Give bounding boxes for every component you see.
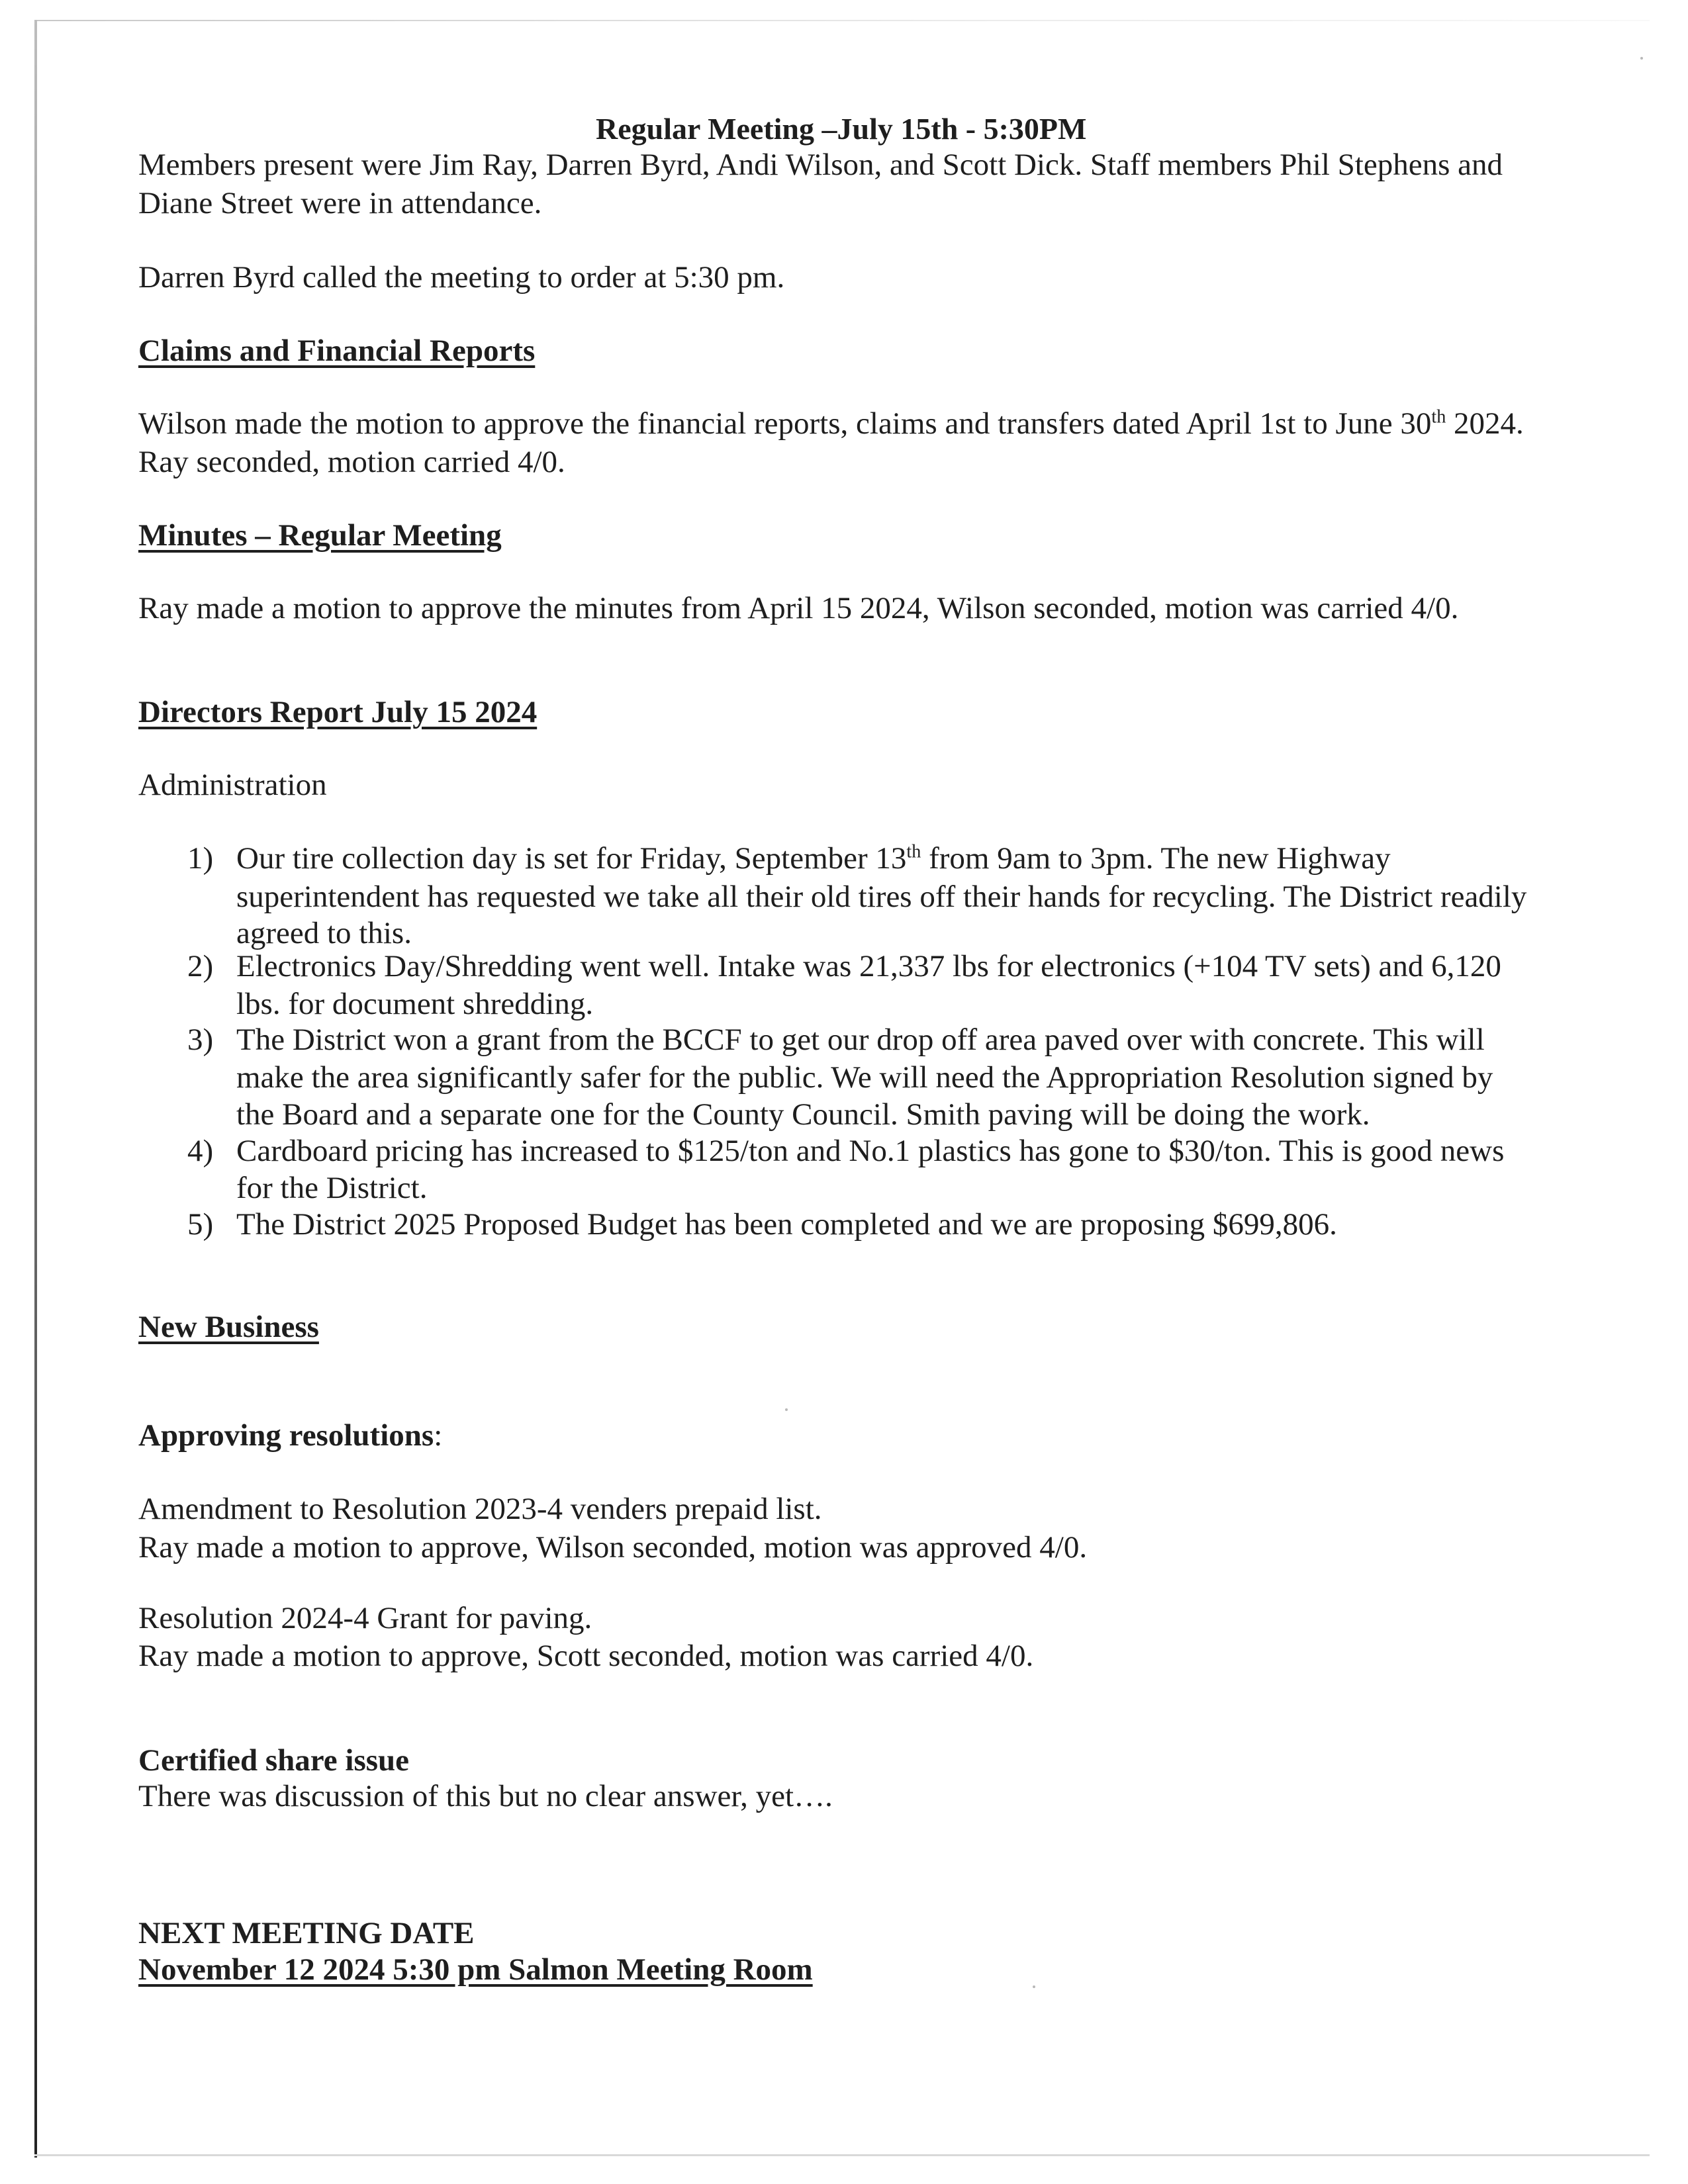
list-item-line: The District 2025 Proposed Budget has been completed and we are proposing $699,806. [236, 1207, 1337, 1242]
list-item-text: Our tire collection day is set for Friday, September 13 [236, 841, 907, 876]
list-item-line: superintendent has requested we take all their old tires off their hands for recycling. The District readily [236, 880, 1527, 914]
resolution-2-motion: Ray made a motion to approve, Scott seconded, motion was carried 4/0. [138, 1639, 1034, 1673]
list-item-line: Electronics Day/Shredding went well. Intake was 21,337 lbs for electronics (+104 TV sets) and 6,120 [236, 949, 1501, 983]
claims-text-end: 2024. [1446, 406, 1524, 441]
ordinal-suffix: th [1431, 406, 1446, 428]
administration-subheading: Administration [138, 768, 327, 802]
attendance-line-2: Diane Street were in attendance. [138, 186, 542, 220]
resolution-2-title: Resolution 2024-4 Grant for paving. [138, 1601, 592, 1635]
list-item-line: the Board and a separate one for the County Council. Smith paving will be doing the work. [236, 1097, 1370, 1132]
list-item-line [236, 843, 1391, 874]
list-item-number: 4) [187, 1134, 214, 1168]
list-item-line: for the District. [236, 1171, 428, 1205]
list-item-number: 3) [187, 1023, 214, 1057]
minutes-heading: Minutes – Regular Meeting [138, 518, 502, 553]
resolution-1-motion: Ray made a motion to approve, Wilson seconded, motion was approved 4/0. [138, 1530, 1088, 1565]
ordinal-suffix: th [906, 841, 921, 862]
list-item-line: agreed to this. [236, 916, 412, 950]
attendance-line-1: Members present were Jim Ray, Darren Byrd, Andi Wilson, and Scott Dick. Staff members Phil Stephens and [138, 148, 1503, 182]
claims-text: Wilson made the motion to approve the financial reports, claims and transfers dated April 1st to June 30 [138, 406, 1432, 441]
list-item-number: 1) [187, 841, 214, 876]
new-business-heading: New Business [138, 1310, 319, 1344]
call-to-order: Darren Byrd called the meeting to order at 5:30 pm. [138, 260, 785, 295]
approving-resolutions-colon: : [434, 1418, 443, 1453]
resolution-1-title: Amendment to Resolution 2023-4 venders prepaid list. [138, 1492, 822, 1526]
certified-share-text: There was discussion of this but no clear answer, yet…. [138, 1779, 833, 1813]
list-item-number: 5) [187, 1207, 214, 1242]
approving-resolutions-label [138, 1420, 442, 1451]
list-item-number: 2) [187, 949, 214, 983]
certified-share-heading: Certified share issue [138, 1743, 410, 1778]
next-meeting-heading: NEXT MEETING DATE [138, 1916, 475, 1950]
next-meeting-details: November 12 2024 5:30 pm Salmon Meeting Room [138, 1952, 813, 1987]
list-item-line: The District won a grant from the BCCF to get our drop off area paved over with concrete. This will [236, 1023, 1485, 1057]
list-item-line: lbs. for document shredding. [236, 987, 594, 1021]
claims-motion-line-1 [138, 408, 1524, 439]
list-item-line: make the area significantly safer for the public. We will need the Appropriation Resolution signed by [236, 1060, 1493, 1095]
list-item-line: Cardboard pricing has increased to $125/ton and No.1 plastics has gone to $30/ton. This is good news [236, 1134, 1505, 1168]
document-title: Regular Meeting –July 15th - 5:30PM [596, 112, 1087, 146]
minutes-motion: Ray made a motion to approve the minutes from April 15 2024, Wilson seconded, motion was carried 4/0. [138, 591, 1459, 625]
approving-resolutions-text: Approving resolutions [138, 1418, 434, 1453]
list-item-text-end: from 9am to 3pm. The new Highway [921, 841, 1391, 876]
claims-motion-line-2: Ray seconded, motion carried 4/0. [138, 445, 565, 479]
directors-report-heading: Directors Report July 15 2024 [138, 695, 538, 729]
claims-heading: Claims and Financial Reports [138, 334, 536, 368]
